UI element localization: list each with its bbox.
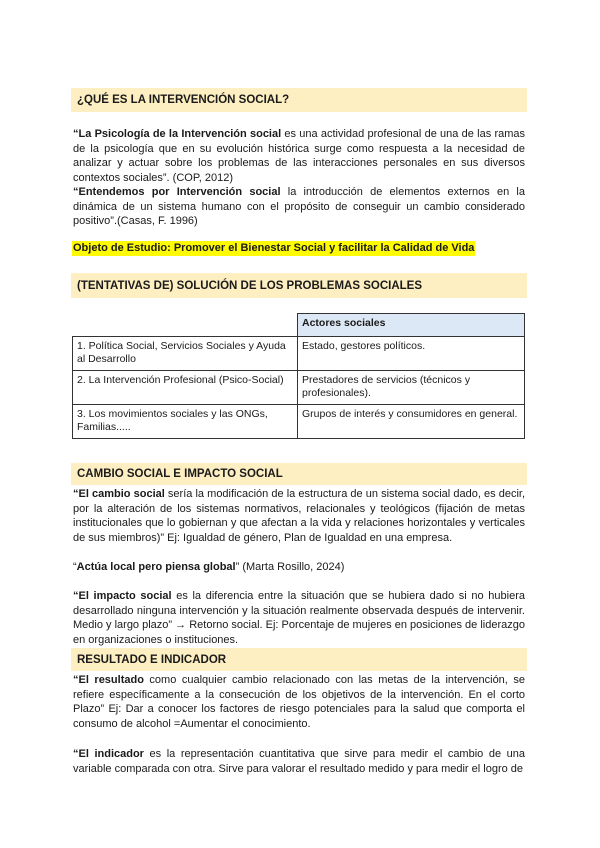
table-header-cell-empty [73,314,298,337]
table-cell: Estado, gestores políticos. [298,337,525,371]
paragraph-resultado: “El resultado como cualquier cambio relacionado con las metas de la intervención, se refiere específicamente a la consecución de los objetivos de la intervención. En el corto Plazo” Ej: Dar a conocer los factores de riesgo potenciales para la salud que comporta el consumo de alcohol =Aumentar el conocimiento. [73,674,525,730]
table-row [73,337,525,371]
paragraph-indicador: “El indicador es la representación cuantitativa que sirve para medir el cambio de una variable comparada con otra. Sirve para valorar el resultado medido y para medir el logro de [73,748,525,775]
paragraph-impacto-social: “El impacto social es la diferencia entre la situación que se hubiera dado si no hubiera desarrollado ninguna intervención y la situación realmente observada después de intervenir. Medio y largo plazo” → Retorno social. Ej: Porcentaje de mujeres en posiciones de liderazgo en organizaciones o instituciones. [73,590,525,646]
table-row [73,405,525,439]
table-cell: 3. Los movimientos sociales y las ONGs, Familias..... [73,405,298,439]
section-heading-resultado: RESULTADO E INDICADOR [71,648,527,671]
paragraph-definicion-psicologia: “La Psicología de la Intervención social es una actividad profesional de una de las ramas de la psicología que en su evolución histórica surge como respuesta a la necesidad de analizar y actuar sobre los problemas de las interacciones personales en sus diversos contextos sociales”. (COP, 2012) [73,128,525,184]
quote-actua-local: “Actúa local pero piensa global” (Marta Rosillo, 2024) [73,561,345,573]
table-cell: Prestadores de servicios (técnicos y profesionales). [298,371,525,405]
section-heading-cambio-social: CAMBIO SOCIAL E IMPACTO SOCIAL [71,463,527,485]
table-header-row [73,314,525,337]
table-header-cell-actores: Actores sociales [298,314,525,337]
table-cell: 1. Política Social, Servicios Sociales y Ayuda al Desarrollo [73,337,298,371]
actors-table [72,313,525,439]
table-cell: Grupos de interés y consumidores en general. [298,405,525,439]
table-cell: 2. La Intervención Profesional (Psico-Social) [73,371,298,405]
section-heading-soluciones: (TENTATIVAS DE) SOLUCIÓN DE LOS PROBLEMAS SOCIALES [71,273,527,298]
highlighted-objeto-estudio: Objeto de Estudio: Promover el Bienestar Social y facilitar la Calidad de Vida [73,242,475,254]
paragraph-definicion-intervencion: “Entendemos por Intervención social la introducción de elementos externos en la dinámica de un sistema humano con el propósito de conseguir un cambio considerado positivo”.(Casas, F. 1996) [73,186,525,228]
table-row [73,371,525,405]
paragraph-cambio-social: “El cambio social sería la modificación de la estructura de un sistema social dado, es decir, por la alteración de los sistemas normativos, relacionales y teológicos (fijación de metas institucionales que lo gobiernan y que afectan a la vida y relaciones horizontales y verticales de sus miembros)” Ej: Igualdad de género, Plan de Igualdad en una empresa. [73,488,525,544]
section-heading-intervencion: ¿QUÉ ES LA INTERVENCIÓN SOCIAL? [71,88,527,112]
